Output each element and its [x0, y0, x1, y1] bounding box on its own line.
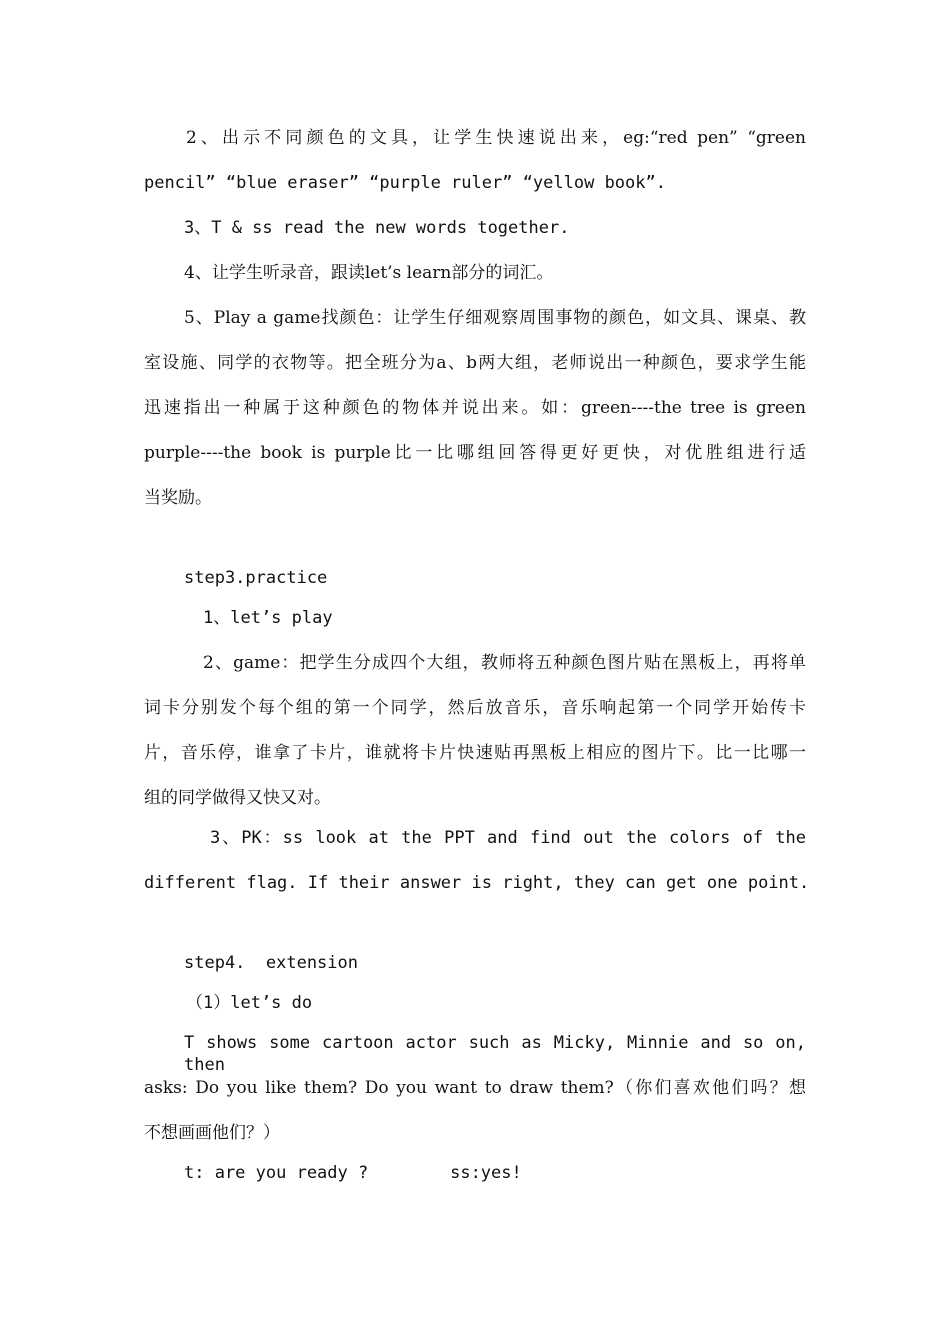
paragraph-line: 不想画画他们？） [144, 1123, 280, 1143]
paragraph-line: 当奖励。 [144, 488, 212, 508]
paragraph-line: 词卡分别发个每个组的第一个同学，然后放音乐，音乐响起第一个同学开始传卡 [144, 698, 806, 718]
paragraph-line: 2、game：把学生分成四个大组，教师将五种颜色图片贴在黑板上，再将单 [203, 653, 806, 673]
paragraph-line: 1、let’s play [203, 608, 333, 628]
paragraph-line: 组的同学做得又快又对。 [144, 788, 331, 808]
paragraph-line: 2、出示不同颜色的文具，让学生快速说出来，eg:“red pen” “green [186, 128, 806, 148]
paragraph-line: 4、让学生听录音，跟读let’s learn部分的词汇。 [184, 263, 554, 283]
paragraph-line: 5、Play a game找颜色：让学生仔细观察周围事物的颜色，如文具、课桌、教 [184, 308, 806, 328]
paragraph-line: purple----the book is purple比一比哪组回答得更好更快，对优胜组进行适 [144, 443, 806, 463]
paragraph-line: different flag. If their answer is right, they can get one point. [144, 873, 810, 893]
paragraph-line: pencil” “blue eraser” “purple ruler” “yellow book”. [144, 173, 666, 193]
paragraph-line: 室设施、同学的衣物等。把全班分为a、b两大组，老师说出一种颜色，要求学生能 [144, 353, 806, 373]
paragraph-line: T shows some cartoon actor such as Micky, Minnie and so on, then [184, 1033, 806, 1075]
paragraph-line: （1）let’s do [186, 993, 313, 1013]
paragraph-line: 片，音乐停，谁拿了卡片，谁就将卡片快速贴再黑板上相应的图片下。比一比哪一 [144, 743, 806, 763]
paragraph-line: 3、PK：ss look at the PPT and find out the colors of the [210, 828, 806, 848]
paragraph-line: asks: Do you like them? Do you want to draw them?（你们喜欢他们吗？想 [144, 1078, 806, 1098]
paragraph-line: 3、T & ss read the new words together. [184, 218, 570, 238]
section-heading: step3.practice [184, 568, 328, 588]
paragraph-line: 迅速指出一种属于这种颜色的物体并说出来。如：green----the tree is green [144, 398, 806, 418]
section-heading: step4. extension [184, 953, 358, 973]
paragraph-line: t: are you ready ? ss:yes! [184, 1163, 522, 1183]
